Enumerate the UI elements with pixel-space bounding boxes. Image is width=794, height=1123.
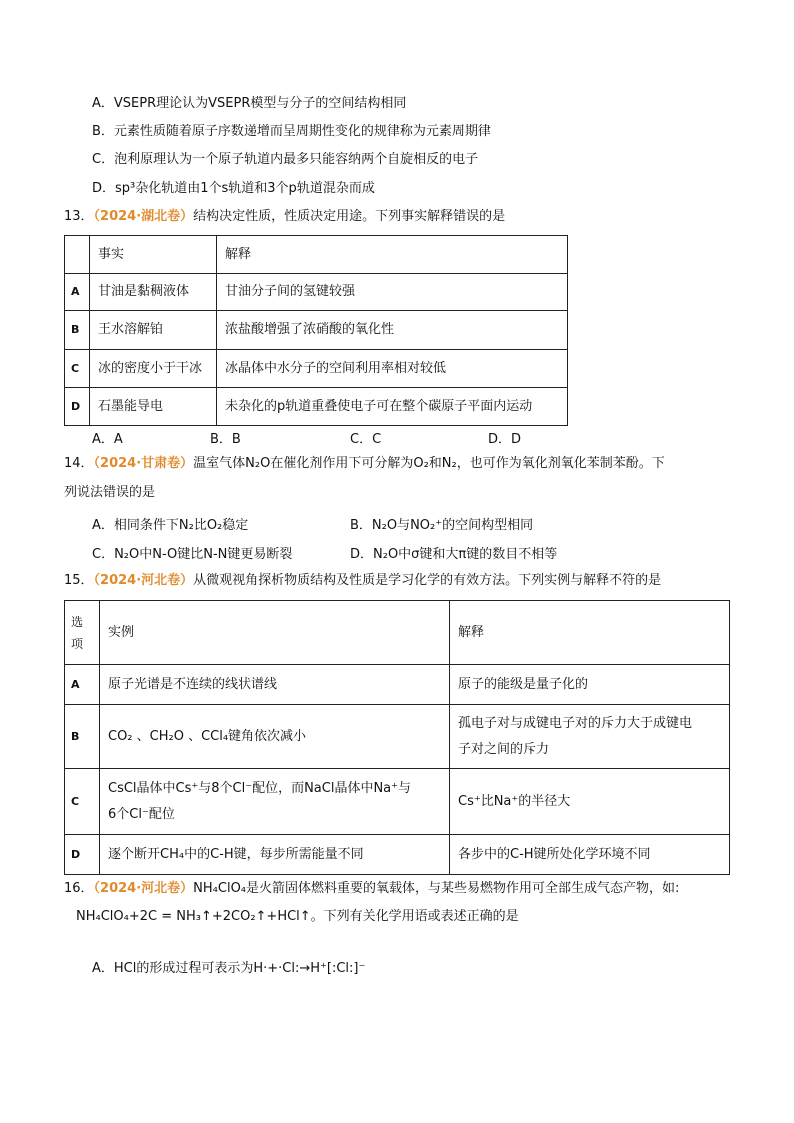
q13-choice-b: B．B xyxy=(210,432,241,447)
q15-row-example: 逐个断开CH₄中的C-H键，每步所需能量不同 xyxy=(100,835,450,875)
q13-row-explain: 冰晶体中水分子的空间利用率相对较低 xyxy=(217,350,568,388)
q13-row-explain: 浓盐酸增强了浓硝酸的氧化性 xyxy=(217,311,568,350)
q13-stem-text: 结构决定性质，性质决定用途。下列事实解释错误的是 xyxy=(193,209,506,224)
table-row xyxy=(65,769,730,835)
q15-row-explain-line: 孤电子对与成键电子对的斥力大于成键电 xyxy=(458,715,693,731)
q13-header-explain: 解释 xyxy=(217,236,568,274)
q15-row-explain: 原子的能级是量子化的 xyxy=(450,665,730,705)
q13-row-label: A xyxy=(65,274,90,311)
q15-stem-text: 从微观视角探析物质结构及性质是学习化学的有效方法。下列实例与解释不符的是 xyxy=(193,573,662,588)
table-row xyxy=(65,665,730,705)
q13-stem xyxy=(64,208,505,226)
q15-row-label: B xyxy=(65,705,100,769)
table-row xyxy=(65,601,730,665)
q15-row-explain-line: 子对之间的斥力 xyxy=(458,741,550,757)
q14-number: 14． xyxy=(64,456,94,471)
q14-stem-line1: 温室气体N₂O在催化剂作用下可分解为O₂和N₂，也可作为氧化剂氧化苯制苯酚。下 xyxy=(193,456,665,471)
q16-stem-line2: NH₄ClO₄+2C = NH₃↑+2CO₂↑+HCl↑。下列有关化学用语或表述正确的是 xyxy=(76,909,519,924)
q15-stem xyxy=(64,572,661,590)
q13-header-fact: 事实 xyxy=(90,236,217,274)
q15-table xyxy=(64,600,730,875)
q13-choice-c: C．C xyxy=(350,432,382,447)
q13-row-label: B xyxy=(65,311,90,350)
q14-option-d: D．N₂O中σ键和大π键的数目不相等 xyxy=(350,547,558,562)
table-row xyxy=(65,388,568,426)
q13-row-fact: 石墨能导电 xyxy=(90,388,217,426)
table-row xyxy=(65,311,568,350)
table-row xyxy=(65,350,568,388)
q15-row-label: A xyxy=(65,665,100,705)
q16-number: 16． xyxy=(64,881,94,896)
q14-stem xyxy=(64,455,665,473)
q15-header-label-2: 项 xyxy=(71,636,84,651)
table-row xyxy=(65,705,730,769)
q15-source: （2024·河北卷） xyxy=(93,573,194,588)
q15-header-label-1: 选 xyxy=(71,614,84,629)
q13-choice-d: D．D xyxy=(488,432,522,447)
q16-stem xyxy=(64,880,679,898)
q14-option-b: B．N₂O与NO₂⁺的空间构型相同 xyxy=(350,518,534,533)
q12-option-d: D．sp³杂化轨道由1个s轨道和3个p轨道混杂而成 xyxy=(92,181,375,196)
q13-row-explain: 未杂化的p轨道重叠使电子可在整个碳原子平面内运动 xyxy=(217,388,568,426)
q15-row-label: C xyxy=(65,769,100,835)
q14-option-a: A．相同条件下N₂比O₂稳定 xyxy=(92,518,249,533)
q12-option-b: B．元素性质随着原子序数递增而呈周期性变化的规律称为元素周期律 xyxy=(92,124,491,139)
q15-number: 15． xyxy=(64,573,94,588)
q15-row-explain xyxy=(450,705,730,769)
q13-row-fact: 甘油是黏稠液体 xyxy=(90,274,217,311)
q14-option-c: C．N₂O中N-O键比N-N键更易断裂 xyxy=(92,547,293,562)
q13-source: （2024·湖北卷） xyxy=(93,209,194,224)
q16-stem-line1: NH₄ClO₄是火箭固体燃料重要的氧载体，与某些易燃物作用可全部生成气态产物，如: xyxy=(193,881,680,896)
q15-row-label: D xyxy=(65,835,100,875)
q12-option-a: A．VSEPR理论认为VSEPR模型与分子的空间结构相同 xyxy=(92,96,407,111)
q15-row-example xyxy=(100,769,450,835)
q13-row-explain: 甘油分子间的氢键较强 xyxy=(217,274,568,311)
q15-row-example-line: CsCl晶体中Cs⁺与8个Cl⁻配位，而NaCl晶体中Na⁺与 xyxy=(108,780,412,796)
q13-header-label xyxy=(65,236,90,274)
table-row xyxy=(65,236,568,274)
q15-row-example-line: 6个Cl⁻配位 xyxy=(108,806,175,822)
q14-source: （2024·甘肃卷） xyxy=(93,456,194,471)
q13-choice-a: A．A xyxy=(92,432,123,447)
q15-row-example: 原子光谱是不连续的线状谱线 xyxy=(100,665,450,705)
q13-table xyxy=(64,235,568,426)
q13-row-fact: 冰的密度小于干冰 xyxy=(90,350,217,388)
q16-source: （2024·河北卷） xyxy=(93,881,194,896)
table-row xyxy=(65,274,568,311)
q13-row-label: C xyxy=(65,350,90,388)
q14-stem-line2: 列说法错误的是 xyxy=(64,485,156,500)
q15-row-example: CO₂ 、CH₂O 、CCl₄键角依次减小 xyxy=(100,705,450,769)
q13-row-fact: 王水溶解铂 xyxy=(90,311,217,350)
q15-header-explain: 解释 xyxy=(450,601,730,665)
q15-header-label xyxy=(65,601,100,665)
q13-row-label: D xyxy=(65,388,90,426)
q13-number: 13． xyxy=(64,209,94,224)
q15-row-explain: 各步中的C-H键所处化学环境不同 xyxy=(450,835,730,875)
q15-row-explain: Cs⁺比Na⁺的半径大 xyxy=(450,769,730,835)
q16-option-a: A．HCl的形成过程可表示为H·+·Cl:→H⁺[:Cl:]⁻ xyxy=(92,961,366,976)
q12-option-c: C．泡利原理认为一个原子轨道内最多只能容纳两个自旋相反的电子 xyxy=(92,152,479,167)
q15-header-example: 实例 xyxy=(100,601,450,665)
table-row xyxy=(65,835,730,875)
